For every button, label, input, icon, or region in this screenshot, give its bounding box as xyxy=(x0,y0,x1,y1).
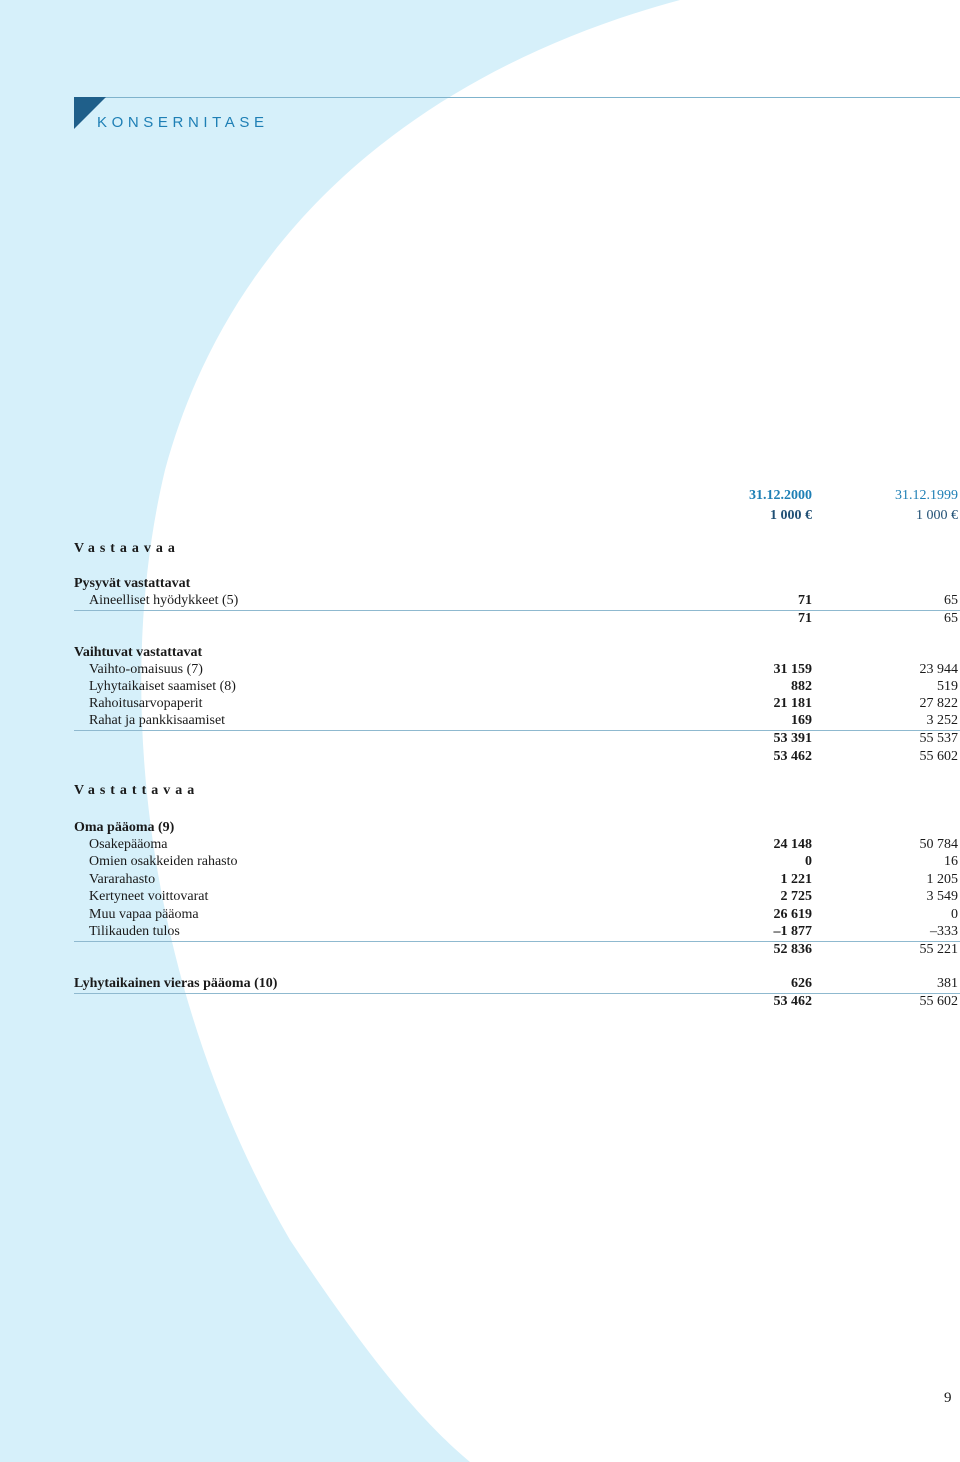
value-1999: 27 822 xyxy=(919,696,958,711)
subtotal-row xyxy=(74,730,960,747)
column-1999-date: 31.12.1999 xyxy=(895,488,958,503)
table-row xyxy=(74,592,960,609)
value-2000: –1 877 xyxy=(773,924,812,939)
value-1999: 23 944 xyxy=(919,662,958,677)
value-2000: 53 391 xyxy=(773,731,812,746)
table-row xyxy=(74,695,960,712)
value-2000: 24 148 xyxy=(773,837,812,852)
table-row xyxy=(74,888,960,905)
table-row xyxy=(74,923,960,940)
row-label: Tilikauden tulos xyxy=(89,924,180,939)
value-1999: 16 xyxy=(944,854,958,869)
value-2000: 626 xyxy=(791,976,812,991)
table-row xyxy=(74,853,960,870)
table-row xyxy=(74,836,960,853)
column-1999-unit: 1 000 € xyxy=(916,508,958,523)
fixed-assets-heading: Pysyvät vastattavat xyxy=(74,576,191,591)
value-1999: –333 xyxy=(930,924,958,939)
row-label: Rahoitusarvopaperit xyxy=(89,696,203,711)
row-label: Muu vapaa pääoma xyxy=(89,907,199,922)
value-1999: 55 602 xyxy=(919,749,958,764)
table-row xyxy=(74,712,960,729)
value-2000: 26 619 xyxy=(773,907,812,922)
value-1999: 65 xyxy=(944,593,958,608)
row-label: Rahat ja pankkisaamiset xyxy=(89,713,226,728)
column-2000-date: 31.12.2000 xyxy=(749,488,812,503)
column-2000-unit: 1 000 € xyxy=(770,508,812,523)
value-2000: 882 xyxy=(791,679,812,694)
value-2000: 2 725 xyxy=(780,889,812,904)
row-label: Aineelliset hyödykkeet (5) xyxy=(89,593,239,608)
table-row xyxy=(74,906,960,923)
value-1999: 1 205 xyxy=(926,872,958,887)
table-row xyxy=(74,975,960,992)
value-1999: 50 784 xyxy=(919,837,958,852)
current-assets-heading: Vaihtuvat vastattavat xyxy=(74,645,203,660)
row-label: Vaihto-omaisuus (7) xyxy=(89,662,203,677)
total-row xyxy=(74,748,960,765)
row-label: Vararahasto xyxy=(89,872,156,887)
value-1999: 55 537 xyxy=(919,731,958,746)
value-2000: 71 xyxy=(798,593,812,608)
section-heading-assets: Vastaavaa xyxy=(74,541,180,556)
value-2000: 21 181 xyxy=(773,696,812,711)
row-label: Lyhytaikaiset saamiset (8) xyxy=(89,679,236,694)
equity-heading: Oma pääoma (9) xyxy=(74,820,175,835)
value-2000: 1 221 xyxy=(780,872,812,887)
value-1999: 55 221 xyxy=(919,942,958,957)
short-term-liabilities-label: Lyhytaikainen vieras pääoma (10) xyxy=(74,976,278,991)
value-1999: 55 602 xyxy=(919,994,958,1009)
group-heading xyxy=(74,819,960,836)
table-row xyxy=(74,871,960,888)
group-heading xyxy=(74,575,960,592)
value-2000: 52 836 xyxy=(773,942,812,957)
value-1999: 3 252 xyxy=(926,713,958,728)
total-row xyxy=(74,993,960,1010)
page-title: KONSERNITASE xyxy=(97,114,269,131)
value-1999: 3 549 xyxy=(926,889,958,904)
section-heading-liabilities: Vastattavaa xyxy=(74,783,200,798)
value-2000: 0 xyxy=(805,854,812,869)
table-row xyxy=(74,678,960,695)
value-1999: 519 xyxy=(937,679,958,694)
value-2000: 31 159 xyxy=(773,662,812,677)
table-row xyxy=(74,661,960,678)
value-1999: 0 xyxy=(951,907,958,922)
group-heading xyxy=(74,644,960,661)
value-2000: 53 462 xyxy=(773,749,812,764)
row-label: Omien osakkeiden rahasto xyxy=(89,854,238,869)
value-1999: 381 xyxy=(937,976,958,991)
header-rule xyxy=(74,97,960,98)
row-label: Osakepääoma xyxy=(89,837,168,852)
subtotal-row xyxy=(74,610,960,627)
page-number: 9 xyxy=(944,1390,952,1406)
value-1999: 65 xyxy=(944,611,958,626)
value-2000: 169 xyxy=(791,713,812,728)
value-2000: 53 462 xyxy=(773,994,812,1009)
row-label: Kertyneet voittovarat xyxy=(89,889,209,904)
subtotal-row xyxy=(74,941,960,958)
value-2000: 71 xyxy=(798,611,812,626)
